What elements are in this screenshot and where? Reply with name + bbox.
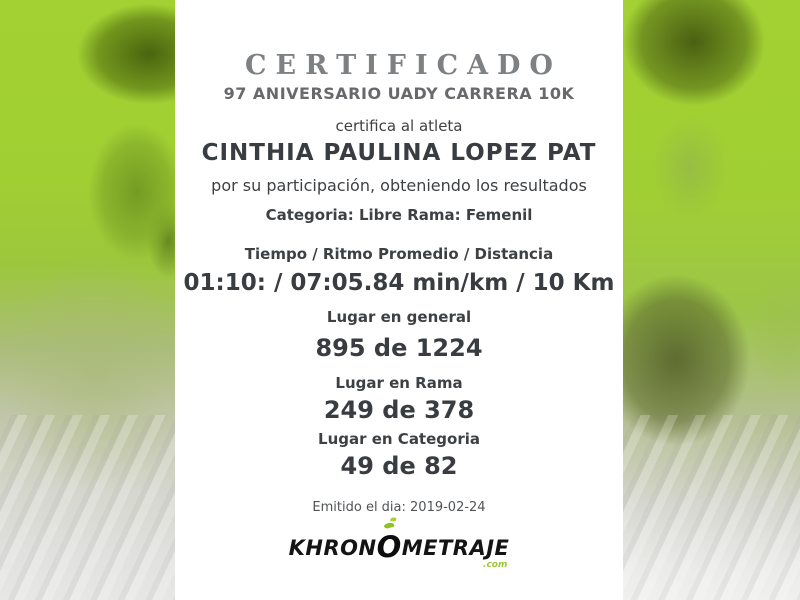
category-line: Categoria: Libre Rama: Femenil bbox=[265, 206, 533, 224]
khronometraje-logo bbox=[175, 528, 623, 574]
logo-sprout-icon bbox=[383, 522, 394, 530]
fabric-texture bbox=[0, 415, 175, 600]
place-category-label: Lugar en Categoria bbox=[318, 430, 480, 448]
participation-text: por su participación, obteniendo los resultados bbox=[211, 176, 587, 195]
place-gender-value: 249 de 378 bbox=[323, 396, 475, 424]
results-value: 01:10: / 07:05.84 min/km / 10 Km bbox=[183, 270, 615, 296]
logo-stopwatch-o: O bbox=[376, 530, 402, 564]
certificate-title: CERTIFICADO bbox=[245, 50, 562, 81]
logo-text bbox=[288, 530, 510, 564]
certifies-label: certifica al atleta bbox=[335, 117, 463, 135]
place-category-value: 49 de 82 bbox=[340, 452, 458, 480]
female-runner-photo bbox=[623, 0, 800, 600]
logo-part2: METRAJE bbox=[401, 536, 510, 560]
male-runner-photo bbox=[0, 0, 175, 600]
place-gender-label: Lugar en Rama bbox=[335, 374, 463, 392]
place-overall-value: 895 de 1224 bbox=[315, 334, 483, 362]
athlete-name: CINTHIA PAULINA LOPEZ PAT bbox=[201, 140, 597, 166]
results-header: Tiempo / Ritmo Promedio / Distancia bbox=[244, 245, 554, 263]
fabric-texture bbox=[623, 415, 800, 600]
event-name: 97 ANIVERSARIO UADY CARRERA 10K bbox=[223, 84, 575, 103]
logo-tld: .com bbox=[483, 560, 508, 570]
place-overall-label: Lugar en general bbox=[326, 308, 472, 326]
issued-date: Emitido el dia: 2019-02-24 bbox=[312, 500, 486, 515]
certificate-body bbox=[175, 0, 623, 600]
logo-part1: KHRON bbox=[288, 536, 377, 560]
